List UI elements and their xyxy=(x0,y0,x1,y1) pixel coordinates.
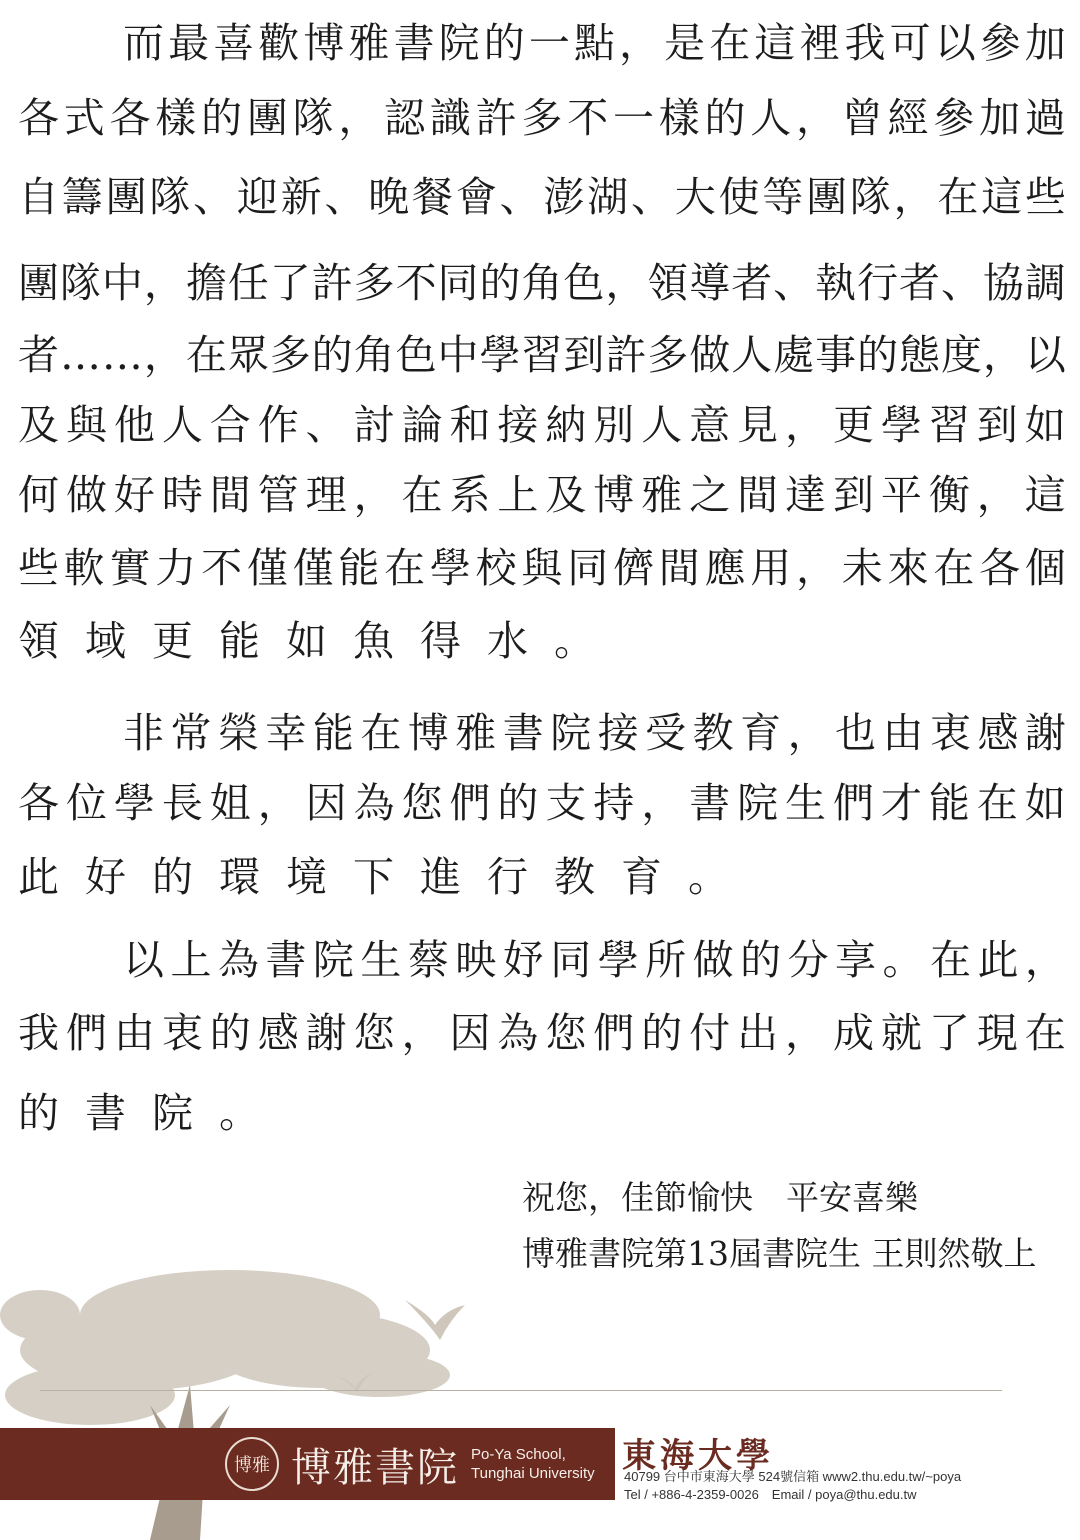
letter-line: 者 … … ， 在 眾 多 的 角 色 中 學 習 到 許 多 做 人 處 事 的 態 度 ， 以 xyxy=(18,331,1066,379)
letter-line: 自 籌 團 隊 、 迎 新 、 晚 餐 會 、 澎 湖 、 大 使 等 團 隊 ， 在 這 些 xyxy=(18,173,1066,221)
letter-line: 些 軟 實 力 不 僅 僅 能 在 學 校 與 同 儕 間 應 用 ， 未 來 在 各 個 xyxy=(18,544,1066,592)
footer-divider xyxy=(40,1390,1002,1391)
bird-icon xyxy=(400,1295,470,1345)
letter-line: 此 好 的 環 境 下 進 行 教 育 。 xyxy=(18,853,729,901)
university-name: 東海大學 xyxy=(622,1436,774,1476)
address-line: 40799 台中市東海大學 524號信箱 www2.thu.edu.tw/~poya xyxy=(624,1469,962,1484)
school-seal-icon: 博雅 xyxy=(225,1437,279,1491)
letter-line: 何 做 好 時 間 管 理 ， 在 系 上 及 博 雅 之 間 達 到 平 衡 ， 這 xyxy=(18,471,1066,519)
school-name-cn: 博雅書院 xyxy=(291,1444,459,1491)
letter-line: 以 上 為 書 院 生 蔡 映 妤 同 學 所 做 的 分 享 。 在 此 ， xyxy=(123,936,1066,984)
signature-line: 博雅書院第13屆書院生 王則然敬上 xyxy=(522,1234,1037,1273)
letter-line: 各 式 各 樣 的 團 隊 ， 認 識 許 多 不 一 樣 的 人 ， 曾 經 參 加 過 xyxy=(18,94,1066,142)
closing-line: 祝您，佳節愉快 平安喜樂 xyxy=(522,1178,918,1217)
school-banner xyxy=(0,1428,615,1500)
letter-line: 非 常 榮 幸 能 在 博 雅 書 院 接 受 教 育 ， 也 由 衷 感 謝 xyxy=(123,709,1066,757)
letter-line: 而 最 喜 歡 博 雅 書 院 的 一 點 ， 是 在 這 裡 我 可 以 參 加 xyxy=(123,19,1066,67)
letter-line: 領 域 更 能 如 魚 得 水 。 xyxy=(18,617,595,665)
letter-line: 及 與 他 人 合 作 、 討 論 和 接 納 別 人 意 見 ， 更 學 習 到 如 xyxy=(18,401,1066,449)
letter-line: 我 們 由 衷 的 感 謝 您 ， 因 為 您 們 的 付 出 ， 成 就 了 現 在 xyxy=(18,1009,1066,1057)
contact-line: Tel / +886-4-2359-0026 Email / poya@thu.edu.tw xyxy=(624,1487,917,1502)
letter-line: 團 隊 中 ， 擔 任 了 許 多 不 同 的 角 色 ， 領 導 者 、 執 行 者 、 協 調 xyxy=(18,259,1066,307)
letter-line: 各 位 學 長 姐 ， 因 為 您 們 的 支 持 ， 書 院 生 們 才 能 在 如 xyxy=(18,779,1066,827)
school-name-en: Po-Ya School, Tunghai University xyxy=(471,1446,595,1482)
letter-line: 的 書 院 。 xyxy=(18,1089,260,1137)
